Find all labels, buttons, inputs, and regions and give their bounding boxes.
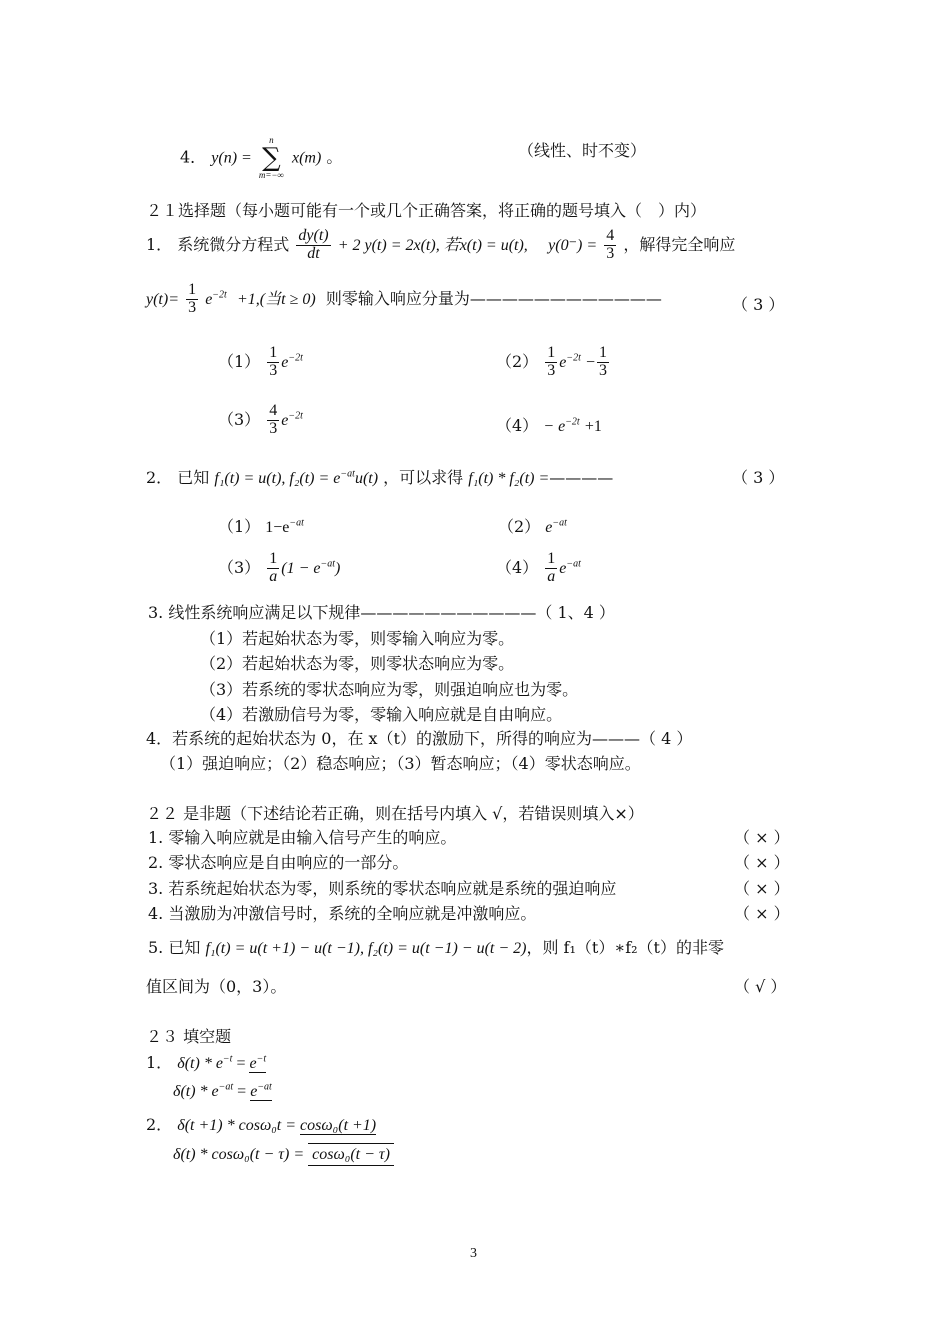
q1-text-tail: ，解得完全响应 (623, 234, 736, 254)
page-number: 3 (470, 1246, 477, 1261)
s23-q1-a: 1． $\delta(t) * e^{-t} = e^{-t}$ (146, 1053, 267, 1072)
q1-equation: + 2 y(t) = 2x(t), 若x(t) = u(t), (337, 236, 528, 254)
s22-item-1: 1. 零输入响应就是由输入信号产生的响应。 (148, 828, 457, 847)
answer-blank: $e^{-t}$ (249, 1053, 267, 1072)
section-21-heading: ２１选择题（每小题可能有一个或几个正确答案，将正确的题号填入（ ）内） (146, 201, 707, 220)
s21-q1-answer: （ 3 ） (732, 295, 785, 314)
fraction-dy-dt: $\frac{dy(t)}{dt}$ (298, 227, 329, 262)
equation-lhs: y(n) = (211, 149, 256, 167)
top-item-answer: （线性、时不变） (518, 141, 647, 160)
fraction-1-3: $\frac{1}{3}$ (188, 281, 197, 316)
answer-blank: cosω₀(t +1) (300, 1117, 377, 1134)
top-item-4 (180, 136, 342, 180)
condition: +1,(当t ≥ 0) (237, 290, 316, 308)
answer-blank: $e^{-at}$ (250, 1081, 272, 1100)
s21-q2-option-3: （3） $\frac{1}{a}$ $(1 - e^{-at})$ (218, 550, 341, 585)
s21-q2-option-2: （2） $e^{-at}$ (498, 517, 567, 536)
s22-item-1-answer: （ × ） (734, 828, 790, 847)
s21-q2: 2． 已知 f₁(t) = u(t), $f_2(t) = e^{-at}u(t)$ ，可以求得 f₁(t) * f₂(t) =———— (146, 468, 614, 487)
s21-q3-item-1: （1）若起始状态为零，则零输入响应为零。 (200, 629, 515, 648)
blank-line: ———— (549, 468, 614, 487)
s21-q4: 4．若系统的起始状态为 0，在 x（t）的激励下，所得的响应为———（ 4 ） (146, 729, 693, 748)
s21-q3-item-2: （2）若起始状态为零，则零状态响应为零。 (200, 654, 515, 673)
s22-item-2: 2. 零状态响应是自由响应的一部分。 (148, 853, 409, 872)
s21-q1-option-3: （3） $\frac{4}{3}$ $e^{-2t}$ (218, 402, 303, 437)
s21-q2-option-4: （4） $\frac{1}{a}$ $e^{-at}$ (496, 550, 581, 585)
s21-q2-answer: （ 3 ） (732, 468, 785, 487)
answer-blank: cosω₀(t − τ) (308, 1143, 394, 1166)
complete-response: y(t)= (146, 290, 179, 308)
s21-q3: 3. 线性系统响应满足以下规律———————————（ 1、4 ） (148, 603, 615, 622)
period: 。 (326, 147, 343, 167)
s22-item-3-answer: （ × ） (734, 879, 790, 898)
s21-q2-option-1: （1） $1-e^{-at}$ (218, 517, 304, 536)
section-23-heading: ２３ 填空题 (146, 1027, 232, 1046)
s23-q1-b: $\delta(t) * e^{-at} = e^{-at}$ (173, 1081, 272, 1100)
s23-q2-a: 2． δ(t +1) * cosω₀t = cosω₀(t +1) (146, 1115, 377, 1134)
s22-item-3: 3. 若系统起始状态为零，则系统的零状态响应就是系统的强迫响应 (148, 879, 617, 898)
s21-q3-item-4: （4）若激励信号为零，零输入响应就是自由响应。 (200, 705, 563, 724)
s22-item-4: 4. 当激励为冲激信号时，系统的全响应就是冲激响应。 (148, 904, 537, 923)
item-number: 1． (146, 234, 173, 254)
summation-body: x(m) (292, 149, 322, 167)
s22-item-5: 5. 已知 f₁(t) = u(t +1) − u(t −1), f₂(t) = u(t −1) − u(t − 2)，则 f₁（t）∗f₂（t）的非零 (148, 938, 724, 957)
summation-symbol: n ∑ m=−∞ (258, 135, 284, 180)
s21-q1-line1 (146, 228, 735, 263)
blank-line: ——————————— (360, 603, 537, 622)
s21-q3-item-3: （3）若系统的零状态响应为零，则强迫响应也为零。 (200, 680, 579, 699)
q1-initial: y(0⁻) = (548, 236, 598, 254)
s22-item-2-answer: （ × ） (734, 853, 790, 872)
s21-q1-line2: y(t)= $\frac{1}{3}$ $e^{-2t} +1$,(当t ≥ 0) 则零输入响应分量为———————————— (146, 281, 662, 316)
q1-question: 则零输入响应分量为 (325, 288, 470, 308)
s22-item-5-line2: 值区间为（0，3）。 (146, 977, 287, 996)
s21-q4-options: （1）强迫响应；（2）稳态响应；（3）暂态响应；（4）零状态响应。 (160, 754, 641, 773)
item-number: 2． (146, 468, 173, 487)
s21-q1-option-4: $(4) - e^{-2t} +1$ (496, 416, 602, 435)
s21-q1-option-2: （2） $\frac{1}{3}$ $e^{-2t}$ − $\frac{1}{3}$ (496, 344, 608, 379)
s21-q3-answer: （ 1、4 ） (536, 603, 615, 622)
s22-item-4-answer: （ × ） (734, 904, 790, 923)
section-22-heading: ２２ 是非题（下述结论若正确，则在括号内填入 √，若错误则填入×） (146, 804, 644, 823)
q1-text: 系统微分方程式 (177, 234, 290, 254)
s21-q1-option-1: （1） $\frac{1}{3}$ $e^{-2t}$ (218, 344, 303, 379)
blank-line: ———————————— (469, 288, 662, 308)
s23-q2-b: δ(t) * cosω₀(t − τ) = cosω₀(t − τ) (173, 1144, 394, 1164)
item-number: 4． (180, 147, 207, 167)
s22-item-5-answer: （ √ ） (734, 977, 787, 996)
fraction-4-3: $\frac{4}{3}$ (606, 227, 615, 262)
